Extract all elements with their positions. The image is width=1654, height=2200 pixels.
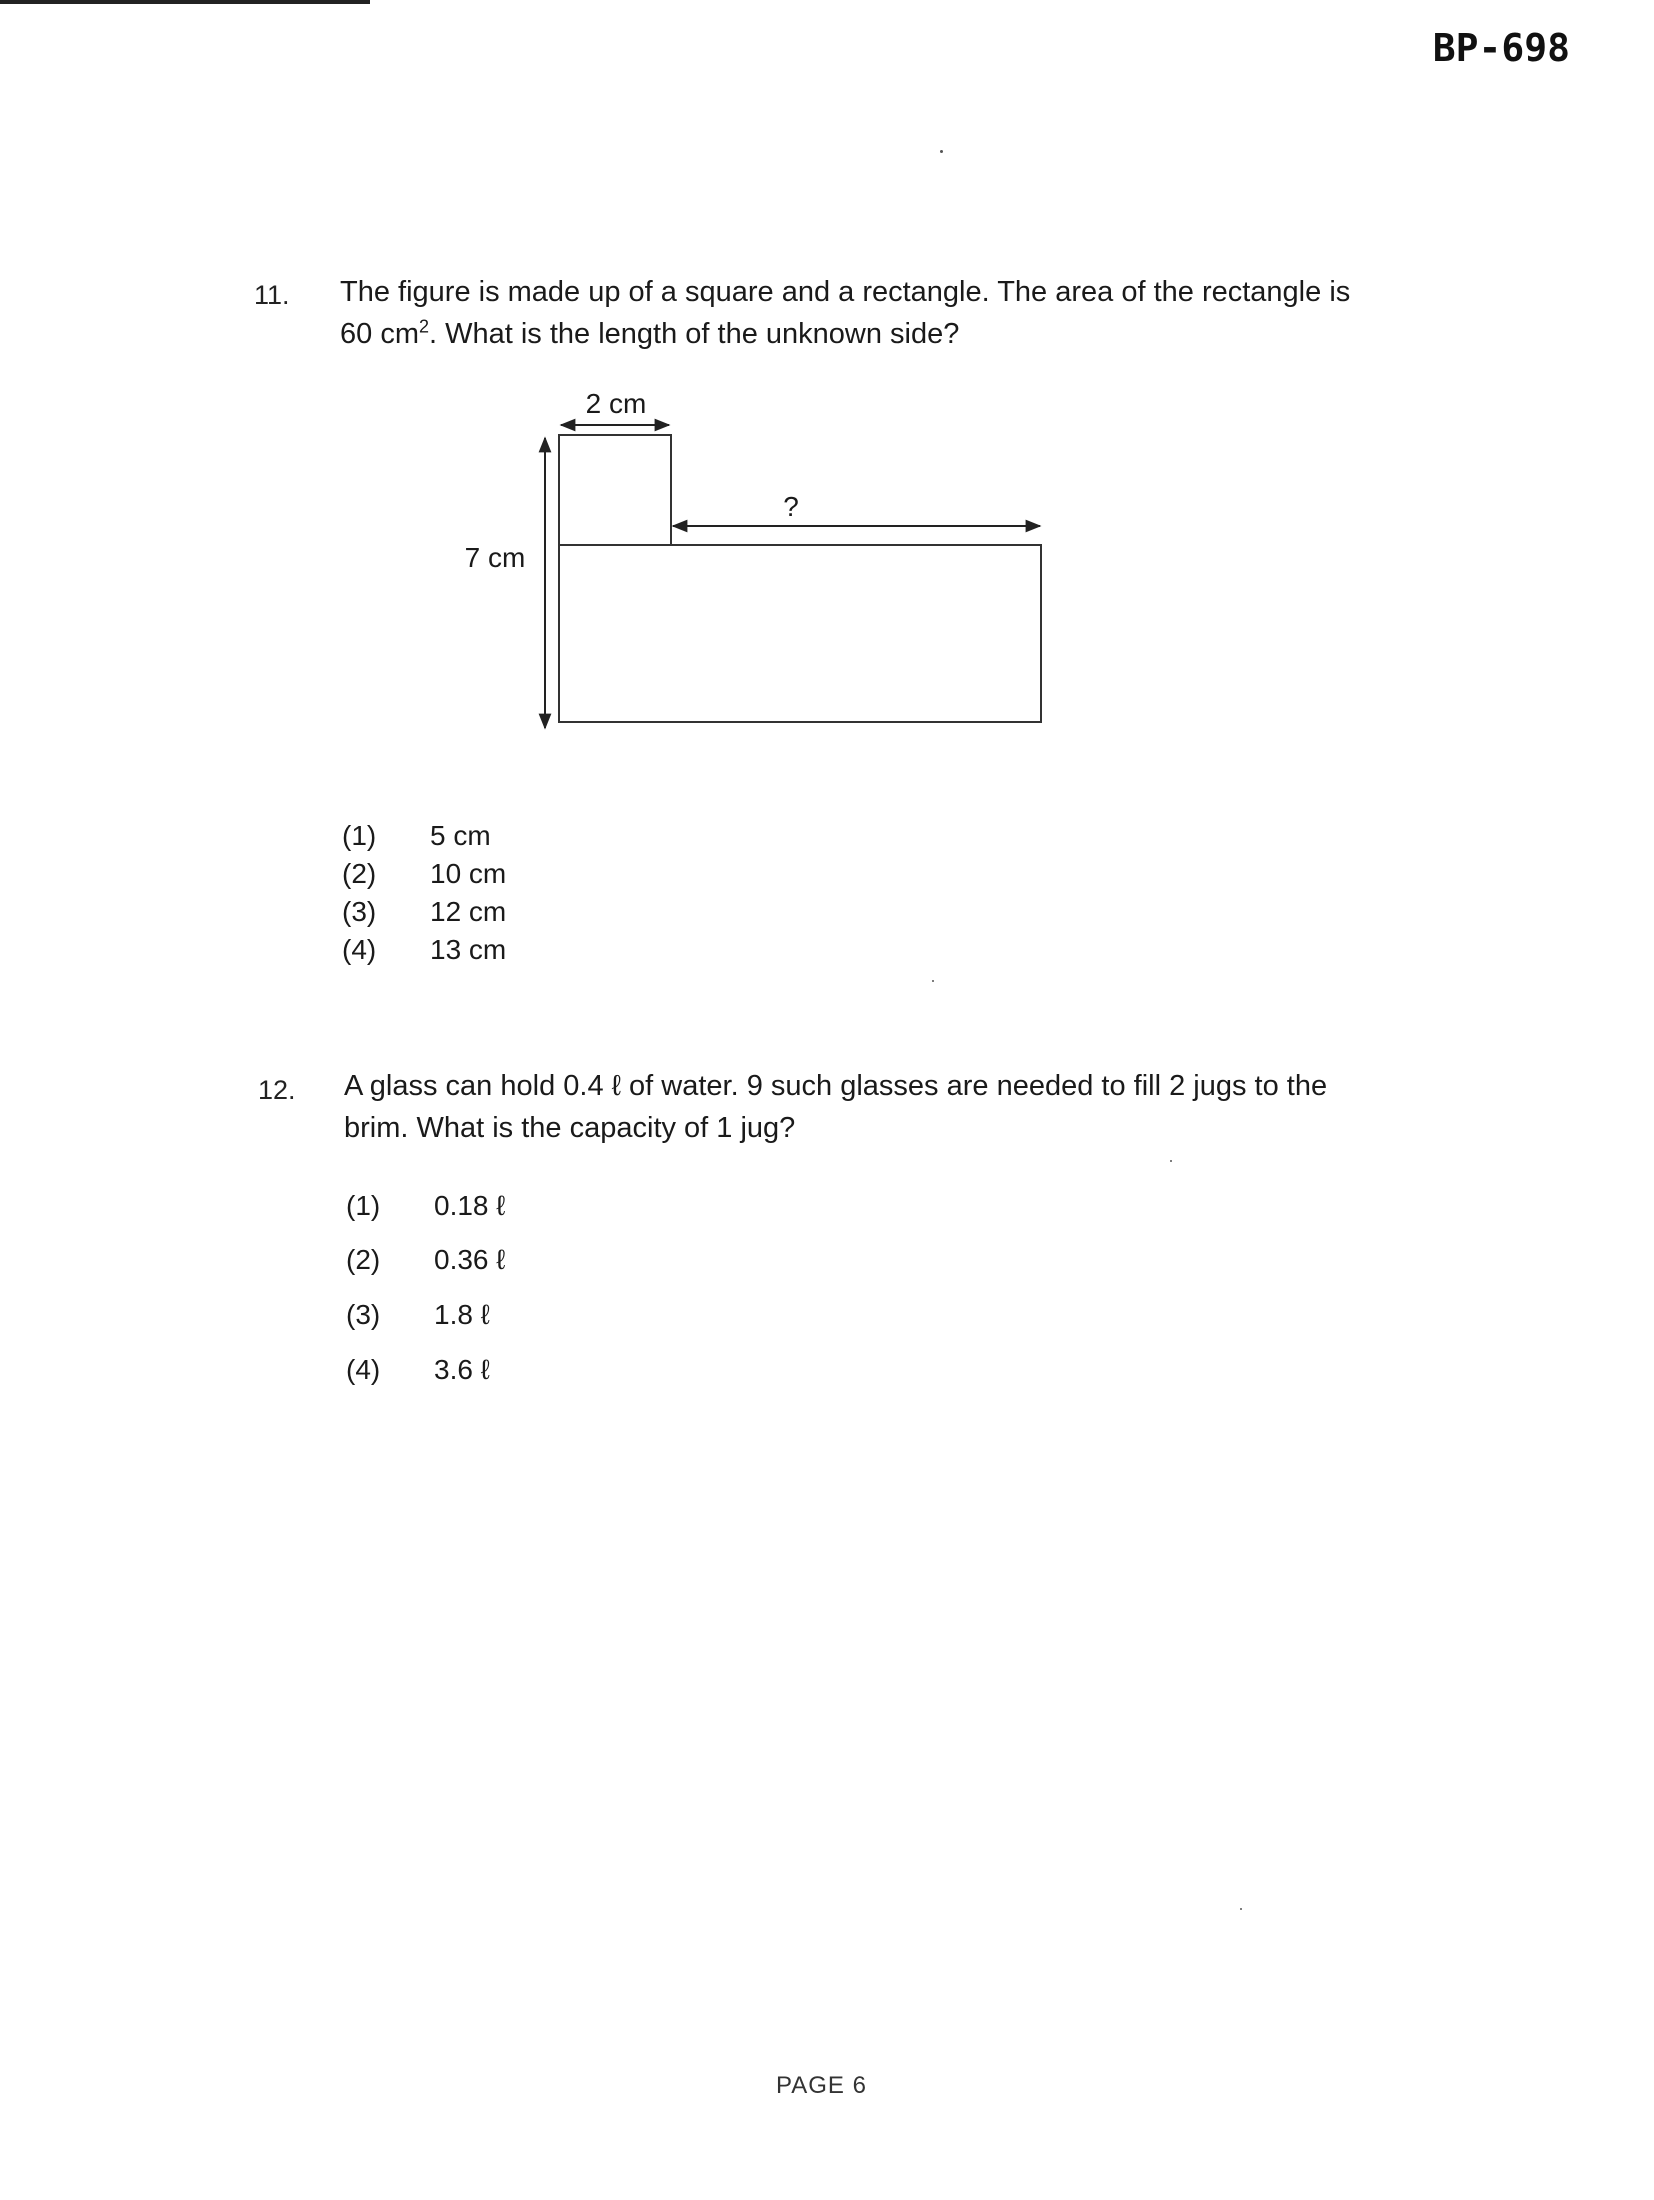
question-12-option-2: (2) 0.36 ℓ <box>346 1244 506 1275</box>
top-rule <box>0 0 370 4</box>
scan-speck <box>940 150 943 153</box>
square-rectangle-figure <box>440 380 1080 740</box>
question-11-option-3: (3) 12 cm <box>342 896 507 927</box>
page-number: PAGE 6 <box>776 2072 867 2099</box>
scan-speck <box>1170 1160 1172 1162</box>
question-11-option-1: (1) 5 cm <box>342 820 491 851</box>
question-12-number: 12. <box>258 1075 296 1105</box>
scan-speck <box>932 980 934 982</box>
question-11-text: The figure is made up of a square and a rectangle. The area of the rectangle is 60 $cm^2$. What is the length of the unknown side? <box>340 276 1351 350</box>
question-11-option-4: (4) 13 cm <box>342 934 507 965</box>
left-dimension-label: 7 cm <box>464 542 526 573</box>
question-11-option-2: (2) 10 cm <box>342 858 507 889</box>
top-dimension-label: 2 cm <box>585 388 647 419</box>
question-12-option-1: (1) 0.18 ℓ <box>346 1190 506 1221</box>
question-12-option-3: (3) 1.8 ℓ <box>346 1299 490 1330</box>
question-11-number: 11. <box>254 280 290 310</box>
question-12-text: A glass can hold 0.4 ℓ of water. 9 such glasses are needed to fill 2 jugs to the brim. What is the capacity of 1 jug? <box>344 1070 1328 1144</box>
scan-speck <box>1240 1908 1242 1910</box>
document-code: BP-698 <box>1432 26 1570 70</box>
square-shape <box>559 435 671 545</box>
unknown-dimension-label: ? <box>783 491 799 522</box>
question-12-option-4: (4) 3.6 ℓ <box>346 1354 490 1385</box>
rectangle-shape <box>559 545 1041 722</box>
